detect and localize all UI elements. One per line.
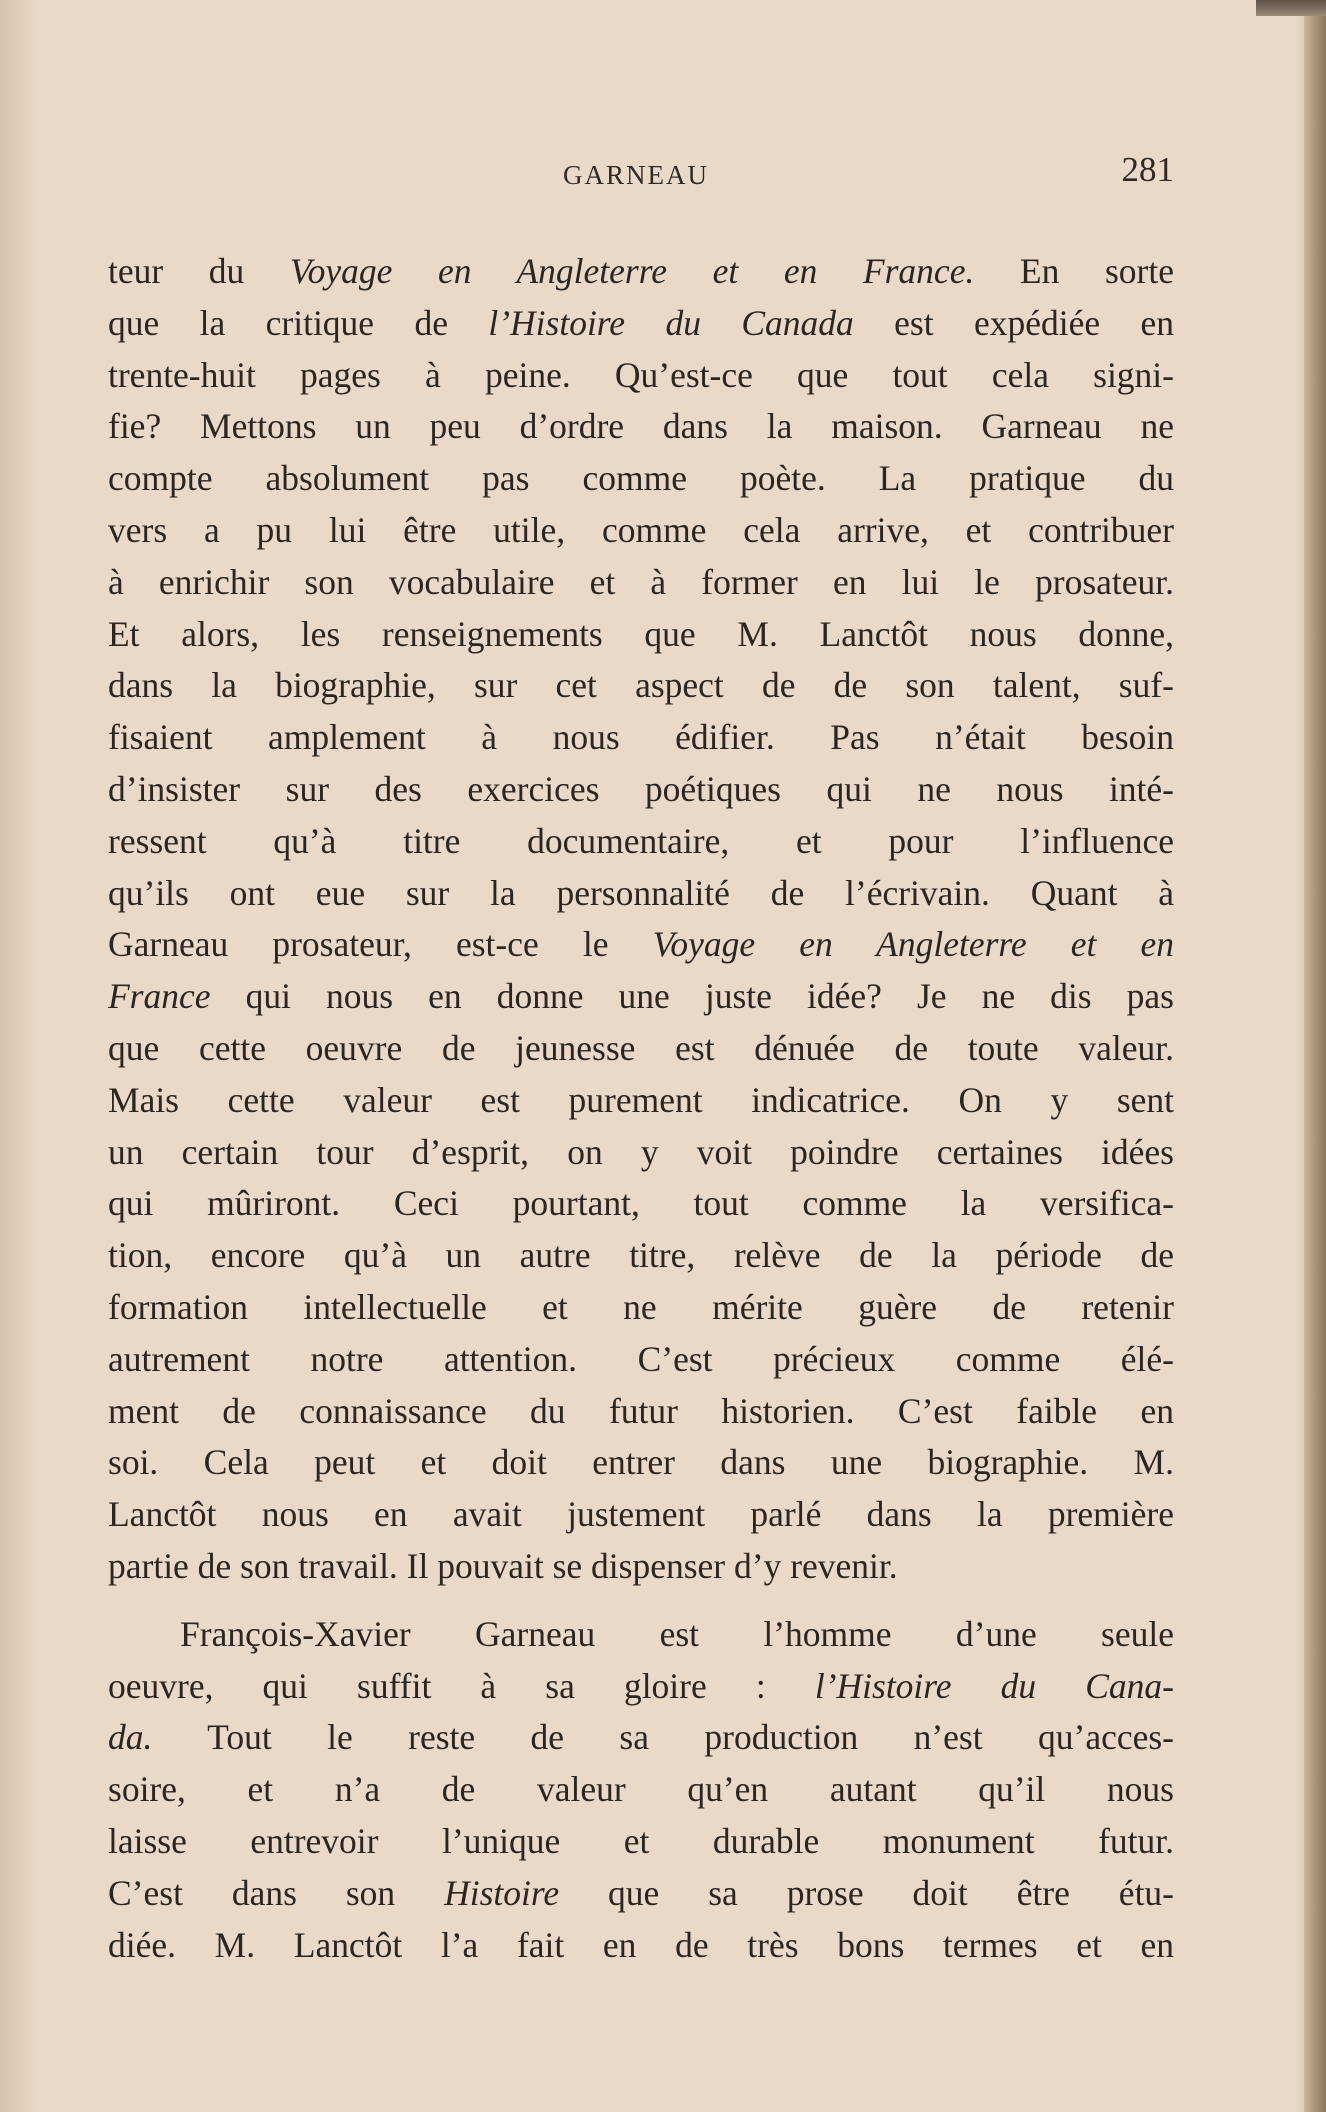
text-line: ressent qu’à titre documentaire, et pour l’influence xyxy=(108,820,1174,861)
text-line: Et alors, les renseignements que M. Lanctôt nous donne, xyxy=(108,613,1174,654)
text-line: soi. Cela peut et doit entrer dans une biographie. M. xyxy=(108,1442,1174,1483)
text-line: autrement notre attention. C’est précieux comme élé- xyxy=(108,1338,1174,1379)
text-line: fie? Mettons un peu d’ordre dans la maison. Garneau ne xyxy=(108,406,1174,447)
text-line: que cette oeuvre de jeunesse est dénuée de toute valeur. xyxy=(108,1027,1174,1068)
text-line: teur du Voyage en Angleterre et en France. En sorte xyxy=(108,251,1174,291)
text-line: laisse entrevoir l’unique et durable monument futur. xyxy=(108,1820,1174,1861)
page-edge-shadow xyxy=(1304,0,1326,2112)
body-text xyxy=(108,246,1174,1971)
text-line: qui mûriront. Ceci pourtant, tout comme la versifica- xyxy=(108,1183,1174,1224)
text-line: C’est dans son Histoire que sa prose doit être étu- xyxy=(108,1872,1174,1913)
text-line: diée. M. Lanctôt l’a fait en de très bons termes et en xyxy=(108,1924,1174,1965)
page-header xyxy=(108,150,1174,200)
paragraph-gap xyxy=(108,1593,1174,1609)
text-line: ment de connaissance du futur historien. C’est faible en xyxy=(108,1390,1174,1431)
text-line: vers a pu lui être utile, comme cela arrive, et contribuer xyxy=(108,509,1174,550)
text-line: dans la biographie, sur cet aspect de de son talent, suf- xyxy=(108,665,1174,706)
text-line: da. Tout le reste de sa production n’est qu’acces- xyxy=(108,1717,1174,1758)
text-line: fisaient amplement à nous édifier. Pas n’était besoin xyxy=(108,717,1174,758)
text-line: qu’ils ont eue sur la personnalité de l’écrivain. Quant à xyxy=(108,872,1174,913)
text-line: tion, encore qu’à un autre titre, relève de la période de xyxy=(108,1235,1174,1276)
text-line: François-Xavier Garneau est l’homme d’une seule xyxy=(180,1613,1174,1654)
text-line: un certain tour d’esprit, on y voit poindre certaines idées xyxy=(108,1131,1174,1172)
text-line: oeuvre, qui suffit à sa gloire : l’Histoire du Cana- xyxy=(108,1665,1174,1706)
text-line: partie de son travail. Il pouvait se dispenser d’y revenir. xyxy=(108,1545,898,1586)
text-line: Mais cette valeur est purement indicatrice. On y sent xyxy=(108,1079,1174,1120)
text-line: France qui nous en donne une juste idée? Je ne dis pas xyxy=(108,976,1174,1017)
running-head: GARNEAU xyxy=(563,160,709,190)
text-line: que la critique de l’Histoire du Canada est expédiée en xyxy=(108,302,1174,343)
page-number: 281 xyxy=(1121,150,1174,189)
text-line: à enrichir son vocabulaire et à former en lui le prosateur. xyxy=(108,561,1174,602)
text-line: formation intellectuelle et ne mérite guère de retenir xyxy=(108,1286,1174,1327)
text-line: soire, et n’a de valeur qu’en autant qu’il nous xyxy=(108,1769,1174,1810)
text-line: Garneau prosateur, est-ce le Voyage en Angleterre et en xyxy=(108,924,1174,965)
text-line: d’insister sur des exercices poétiques qui ne nous inté- xyxy=(108,768,1174,809)
text-line: Lanctôt nous en avait justement parlé dans la première xyxy=(108,1494,1174,1535)
text-line: compte absolument pas comme poète. La pratique du xyxy=(108,458,1174,499)
page-corner-shadow xyxy=(1256,0,1326,16)
text-line: trente-huit pages à peine. Qu’est-ce que tout cela signi- xyxy=(108,354,1174,395)
